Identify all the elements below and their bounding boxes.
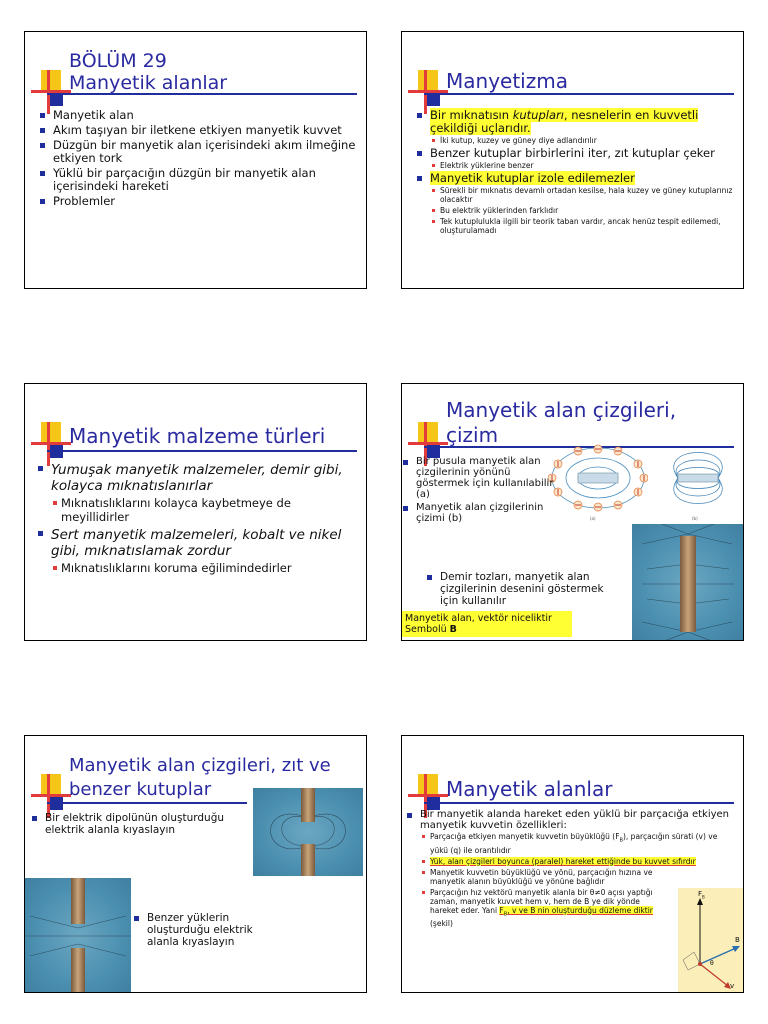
list-item: Demir tozları, manyetik alan çizgilerinin desenini göstermek için kullanılır <box>426 571 606 607</box>
list-item: Benzer yüklerin oluşturduğu elektrik alanla kıyaslayın <box>133 912 263 948</box>
sub-item: İki kutup, kuzey ve güney diye adlandırılır <box>430 136 738 145</box>
field-lines-figure <box>654 444 742 512</box>
slide-title: Manyetik alan çizgileri, çizim <box>446 398 677 447</box>
list-item: Bir manyetik alanda hareket eden yüklü bir parçacığa etkiyen manyetik kuvvetin özellikleri: Parçacığa etkiyen manyetik kuvvetin büyüklüğü $(F_B)$, parçacığın sürati (v) ve yükü (q) ile orantılıdır Yük, alan çizgileri boyunca (paralel) hareket ettiğinde bu kuvvet sıfırdır Manyetik kuvvetin büyüklüğü ve yönü, parçacığın hızına ve manyetik alanın büyüklüğü ve yönüne bağlıdır Parçacığın hız vektörü manyetik alanla bir θ≠0 açısı yaptığı zaman, manyetik kuvvet hem v, hem de B ye dik yönde hareket eder. Yani $F_B$, v ve B nin oluşturduğu düzleme diktir (şekil) <box>406 809 738 928</box>
b-vector-symbol: B <box>449 624 457 635</box>
bullet-list-2 <box>133 912 263 950</box>
list-item: Bir elektrik dipolünün oluşturduğu elektrik alanla kıyaslayın <box>31 812 251 836</box>
slide-6 <box>401 735 744 993</box>
sub-item: Parçacığın hız vektörü manyetik alanla bir θ≠0 açısı yaptığı zaman, manyetik kuvvet hem v, hem de B ye dik yönde hareket eder. Yani $F_B$, v ve B nin oluşturduğu düzleme diktir (şekil) <box>420 888 665 929</box>
title-underline <box>424 93 734 95</box>
title-line-2: Manyetik alanlar <box>69 72 228 94</box>
sub-item: Yük, alan çizgileri boyunca (paralel) hareket ettiğinde bu kuvvet sıfırdır <box>420 857 720 866</box>
figure-label-a: (a) <box>590 516 596 521</box>
slide-title: Manyetik alanlar <box>446 777 613 801</box>
velocity-label: v <box>730 982 735 990</box>
slide-2 <box>401 31 744 289</box>
slide-logo-icon <box>31 422 71 466</box>
field-label: B <box>735 936 740 944</box>
bullet-list <box>37 462 359 578</box>
list-item <box>416 109 738 145</box>
list-item: Düzgün bir manyetik alan içerisindeki akım ilmeğine etkiyen tork <box>39 139 359 165</box>
bullet-list-2 <box>426 571 606 609</box>
list-item: Benzer kutuplar birbirlerini iter, zıt kutuplar çeker Elektrik yüklerine benzer <box>416 147 738 170</box>
slide-3 <box>24 383 367 641</box>
slide-title: Manyetik alan çizgileri, zıt ve benzer kutuplar <box>69 755 331 800</box>
sub-item: Mıknatıslıklarını koruma eğilimindedirler <box>51 561 359 575</box>
sub-item: Sürekli bir mıknatıs devamlı ortadan kesilse, hala kuzey ve güney kutuplarınız olacaktır <box>430 186 738 204</box>
sub-item: Tek kutuplulukla ilgili bir teorik taban vardır, ancak henüz tespit edilemedi, oluşturulamadı <box>430 217 738 235</box>
slide-1 <box>24 31 367 289</box>
sub-item: Elektrik yüklerine benzer <box>430 161 738 170</box>
iron-filings-photo <box>632 524 744 641</box>
opposite-poles-photo <box>253 788 363 876</box>
sub-item: Mıknatıslıklarını kolayca kaybetmeye de meyillidirler <box>51 496 359 524</box>
bullet-list <box>402 456 554 526</box>
compass-field-figure <box>548 442 648 514</box>
slide-5 <box>24 735 367 993</box>
highlighted-text: Bir mıknatısın kutupları, nesnelerin en kuvvetli çekildiği uçlarıdır. <box>430 108 699 135</box>
list-item: Sert manyetik malzemeleri, kobalt ve nikel gibi, mıknatıslamak zordur Mıknatıslıklarını koruma eğilimindedirler <box>37 527 359 575</box>
list-item: Bir pusula manyetik alan çizgilerinin yönünü göstermek için kullanılabilir (a) <box>402 456 554 500</box>
title-line-1: BÖLÜM 29 <box>69 50 167 72</box>
sub-item: Manyetik kuvvetin büyüklüğü ve yönü, parçacığın hızına ve manyetik alanın büyüklüğü ve yönüne bağlıdır <box>420 868 665 886</box>
vector-note-box: Manyetik alan, vektör niceliktir Sembolü B <box>402 611 572 637</box>
list-item <box>416 172 738 235</box>
force-label: $F_B$ <box>698 890 705 900</box>
title-underline <box>47 802 247 804</box>
list-item: Problemler <box>39 195 359 208</box>
like-poles-photo <box>25 878 131 993</box>
bullet-list <box>31 812 251 838</box>
figure-label-b: (b) <box>692 516 698 521</box>
title-underline <box>424 802 734 804</box>
title-underline <box>47 450 357 452</box>
list-item: Akım taşıyan bir iletkene etkiyen manyetik kuvvet <box>39 124 359 137</box>
list-item: Manyetik alan çizgilerinin çizimi (b) <box>402 502 554 524</box>
sub-item: Bu elektrik yüklerinden farklıdır <box>430 206 738 215</box>
bullet-list <box>416 109 738 237</box>
slide-title: Manyetik malzeme türleri <box>69 424 326 448</box>
highlighted-text: Manyetik kutuplar izole edilemezler <box>430 171 635 185</box>
slide-title: Manyetizma <box>446 69 568 93</box>
angle-label: θ <box>710 960 714 967</box>
list-item: Yumuşak manyetik malzemeler, demir gibi, kolayca mıknatıslanırlar Mıknatıslıklarını kolayca kaybetmeye de meyillidirler <box>37 462 359 524</box>
slide-4 <box>401 383 744 641</box>
sub-item: Parçacığa etkiyen manyetik kuvvetin büyüklüğü $(F_B)$, parçacığın sürati (v) ve yükü (q) ile orantılıdır <box>420 832 720 855</box>
list-item: Yüklü bir parçacığın düzgün bir manyetik alan içerisindeki hareketi <box>39 167 359 193</box>
slide-title <box>69 50 227 94</box>
force-figure <box>678 888 744 993</box>
list-item: Manyetik alan <box>39 109 359 122</box>
bullet-list <box>39 109 359 210</box>
